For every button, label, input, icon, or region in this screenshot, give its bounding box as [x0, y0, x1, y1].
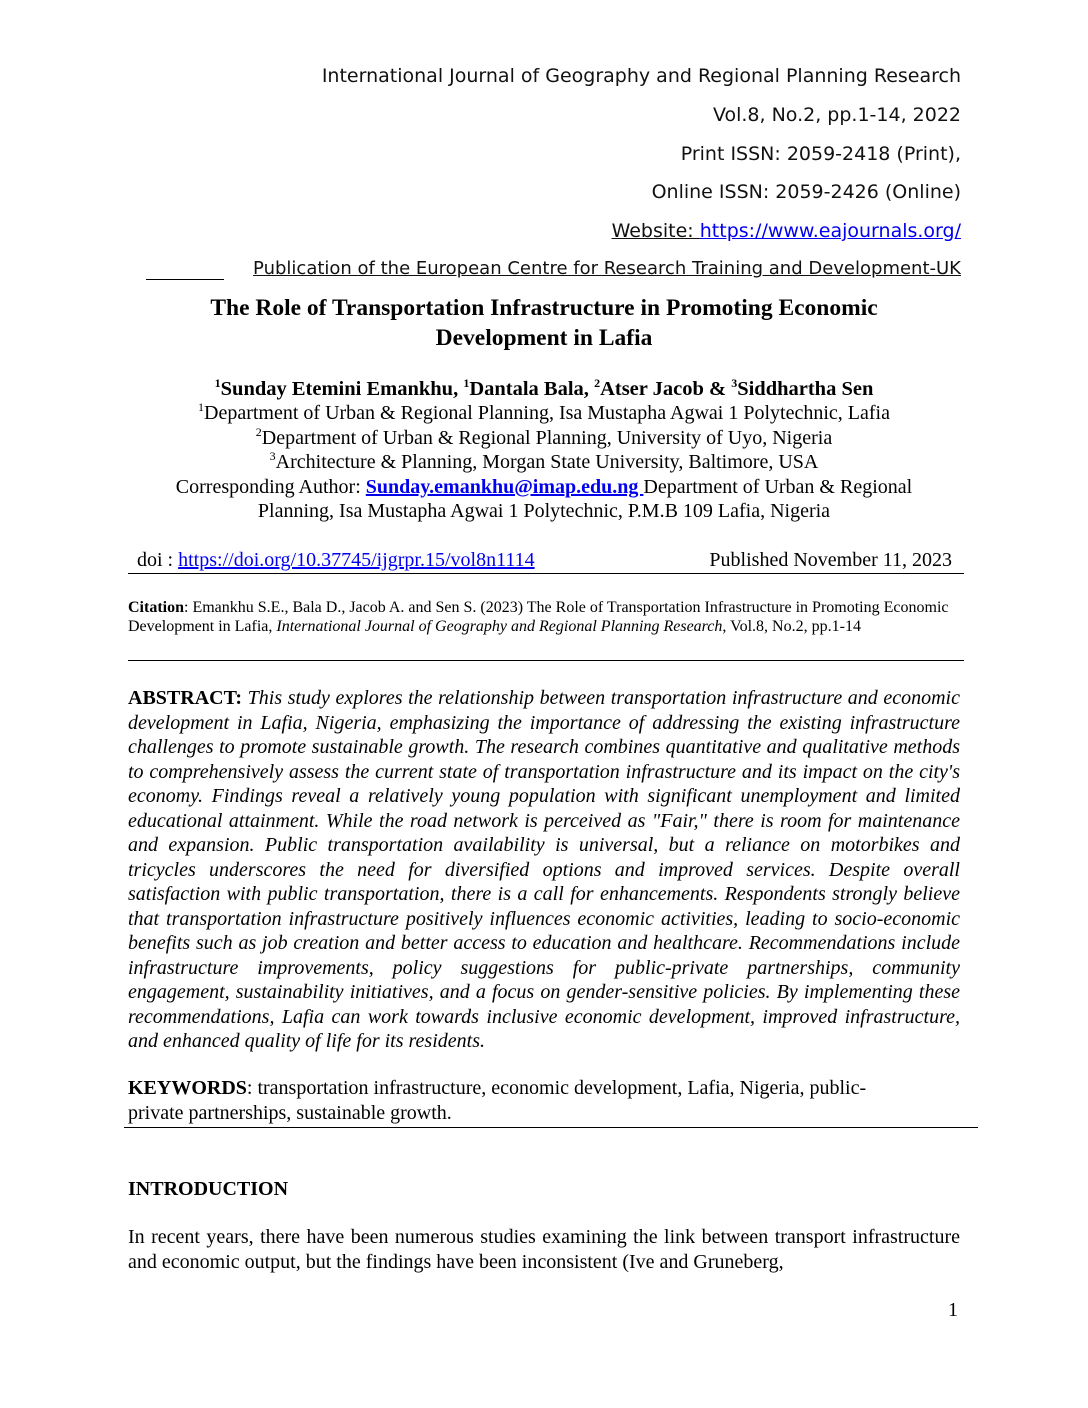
keywords — [128, 1076, 960, 1125]
doi-row — [128, 548, 964, 574]
print-issn: Print ISSN: 2059-2418 (Print), — [680, 143, 961, 165]
website-link[interactable]: https://www.eajournals.org/ — [699, 220, 961, 242]
keywords-text-1: : transportation infrastructure, economic development, Lafia, Nigeria, public- — [246, 1077, 867, 1099]
author-1-sup: 1 — [214, 376, 221, 390]
doi-label: doi : — [137, 549, 179, 571]
abstract-label: ABSTRACT: — [128, 687, 248, 709]
abstract-text: This study explores the relationship between transportation infrastructure and economic development in Lafia, Nigeria, emphasizing the importance of addressing the existing infrastructure challenges to promote sustainable growth. The research combines quantitative and qualitative methods to comprehensively assess the current state of transportation infrastructure and its impact on the city's economy. Findings reveal a relatively young population with significant unemployment and limited educational attainment. While the road network is perceived as "Fair," there is room for maintenance and expansion. Public transportation availability is universal, but a reliance on motorbikes and tricycles underscores the need for diversified options and improved services. Despite overall satisfaction with public transportation, there is a call for enhancements. Respondents strongly believe that transportation infrastructure positively influences economic activities, leading to socio-economic benefits such as job creation and better access to education and healthcare. Recommendations include infrastructure improvements, policy suggestions for public-private partnerships, community engagement, sustainability initiatives, and a focus on gender-sensitive policies. By implementing these recommendations, Lafia can work towards inclusive economic development, improved infrastructure, and enhanced quality of life for its residents. — [128, 687, 960, 1052]
author-list — [100, 377, 988, 401]
publisher-name: Publication of the European Centre for Research Training and Development-UK — [253, 258, 961, 279]
affiliation-2-sup: 2 — [255, 425, 262, 439]
author-4: Siddhartha Sen — [737, 378, 874, 400]
affiliation-1-sup: 1 — [198, 400, 205, 414]
title-line-1: The Role of Transportation Infrastructure in Promoting Economic — [210, 295, 878, 321]
keywords-rule — [124, 1127, 978, 1128]
affiliation-3-text: Architecture & Planning, Morgan State University, Baltimore, USA — [275, 451, 819, 473]
author-3: Atser Jacob & — [600, 378, 732, 400]
affiliation-1-text: Department of Urban & Regional Planning, Isa Mustapha Agwai 1 Polytechnic, Lafia — [204, 402, 890, 424]
affiliation-2-text: Department of Urban & Regional Planning, University of Uyo, Nigeria — [261, 427, 833, 449]
affiliation-3 — [100, 450, 988, 475]
corresponding-dept: Department of Urban & Regional — [643, 476, 913, 498]
keywords-label: KEYWORDS — [128, 1077, 247, 1099]
citation — [128, 598, 960, 636]
page-number: 1 — [948, 1299, 958, 1321]
citation-text-1: : Emankhu S.E., Bala D., Jacob A. and Sen S. (2023) The Role of Transportation Infrastructure in Promoting Economic Development in Lafia, — [128, 599, 949, 635]
author-2: Dantala Bala, — [469, 378, 595, 400]
website-label: Website: — [611, 220, 700, 242]
corresponding-label: Corresponding Author: — [175, 476, 366, 498]
paper-title — [130, 293, 958, 353]
introduction-paragraph: In recent years, there have been numerous studies examining the link between transport infrastructure and economic output, but the findings have been inconsistent (Ive and Gruneberg, — [128, 1226, 960, 1273]
author-3-sup: 2 — [594, 376, 601, 390]
affiliation-2 — [100, 426, 988, 451]
corresponding-email-link[interactable]: Sunday.emankhu@imap.edu.ng — [365, 476, 644, 498]
introduction-heading: INTRODUCTION — [128, 1178, 289, 1200]
volume-info: Vol.8, No.2, pp.1-14, 2022 — [712, 104, 961, 126]
author-4-sup: 3 — [731, 376, 738, 390]
header-rule — [146, 279, 224, 280]
website-line — [612, 219, 961, 243]
affiliation-1 — [100, 401, 988, 426]
doi — [137, 548, 535, 572]
corresponding-address: Planning, Isa Mustapha Agwai 1 Polytechnic, P.M.B 109 Lafia, Nigeria — [257, 500, 831, 522]
keywords-line-2: private partnerships, sustainable growth. — [128, 1101, 452, 1124]
publisher-line — [146, 257, 961, 285]
online-issn: Online ISSN: 2059-2426 (Online) — [651, 181, 961, 203]
citation-journal: International Journal of Geography and Regional Planning Research — [276, 618, 723, 635]
journal-name: International Journal of Geography and Regional Planning Research — [321, 65, 961, 87]
published-date: Published November 11, 2023 — [709, 549, 952, 571]
citation-text-2: , Vol.8, No.2, pp.1-14 — [722, 618, 861, 635]
author-1: Sunday Etemini Emankhu, — [220, 378, 464, 400]
keywords-line-1 — [128, 1076, 960, 1101]
affiliation-3-sup: 3 — [269, 449, 276, 463]
citation-label: Citation — [128, 599, 184, 616]
title-line-2: Development in Lafia — [435, 325, 653, 351]
author-2-sup: 1 — [463, 376, 470, 390]
citation-rule — [128, 660, 964, 661]
corresponding-author — [100, 475, 988, 500]
abstract — [128, 686, 960, 1054]
doi-link[interactable]: https://doi.org/10.37745/ijgrpr.15/vol8n1114 — [178, 549, 535, 571]
